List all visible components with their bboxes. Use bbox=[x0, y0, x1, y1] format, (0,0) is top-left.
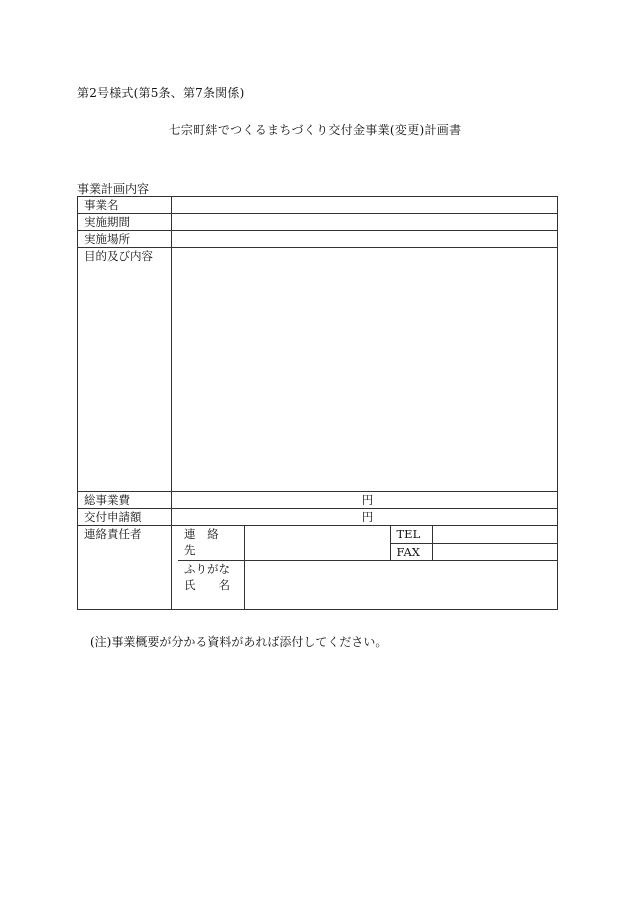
label-total-cost: 総事業費 bbox=[78, 492, 172, 509]
field-tel[interactable] bbox=[432, 526, 557, 543]
form-number: 第2号様式(第5条、第7条関係) bbox=[77, 86, 245, 100]
responsible-detail bbox=[172, 526, 558, 610]
label-responsible: 連絡責任者 bbox=[78, 526, 172, 610]
label-fax: FAX bbox=[390, 543, 432, 560]
label-location: 実施場所 bbox=[78, 231, 172, 248]
row-contact-tel bbox=[178, 526, 557, 543]
attachment-note: (注)事業概要が分かる資料があれば添付してください。 bbox=[90, 635, 388, 649]
label-period: 実施期間 bbox=[78, 214, 172, 231]
field-total-cost[interactable] bbox=[172, 492, 558, 509]
row-responsible bbox=[78, 526, 558, 610]
row-total-cost bbox=[78, 492, 558, 509]
yen-unit: 円 bbox=[361, 510, 374, 524]
field-location[interactable] bbox=[172, 231, 558, 248]
field-grant-amount[interactable] bbox=[172, 509, 558, 526]
plan-table bbox=[77, 196, 558, 610]
label-project-name: 事業名 bbox=[78, 197, 172, 214]
row-purpose bbox=[78, 248, 558, 492]
field-contact[interactable] bbox=[244, 526, 390, 560]
row-name bbox=[178, 560, 557, 609]
label-name: 氏 名 bbox=[184, 577, 230, 592]
field-period[interactable] bbox=[172, 214, 558, 231]
row-grant-amount bbox=[78, 509, 558, 526]
section-label: 事業計画内容 bbox=[77, 182, 150, 196]
field-project-name[interactable] bbox=[172, 197, 558, 214]
row-period bbox=[78, 214, 558, 231]
yen-unit: 円 bbox=[361, 493, 374, 507]
field-name[interactable] bbox=[244, 560, 557, 609]
label-tel: TEL bbox=[390, 526, 432, 543]
label-purpose: 目的及び内容 bbox=[78, 248, 172, 492]
row-project-name bbox=[78, 197, 558, 214]
field-fax[interactable] bbox=[432, 543, 557, 560]
row-location bbox=[78, 231, 558, 248]
label-name-block bbox=[178, 560, 244, 609]
label-furigana: ふりがな bbox=[184, 561, 230, 576]
document-title: 七宗町絆でつくるまちづくり交付金事業(変更)計画書 bbox=[168, 123, 462, 137]
field-purpose[interactable] bbox=[172, 248, 558, 492]
label-contact: 連 絡 先 bbox=[178, 526, 244, 560]
label-grant-amount: 交付申請額 bbox=[78, 509, 172, 526]
responsible-inner-table bbox=[178, 526, 557, 609]
